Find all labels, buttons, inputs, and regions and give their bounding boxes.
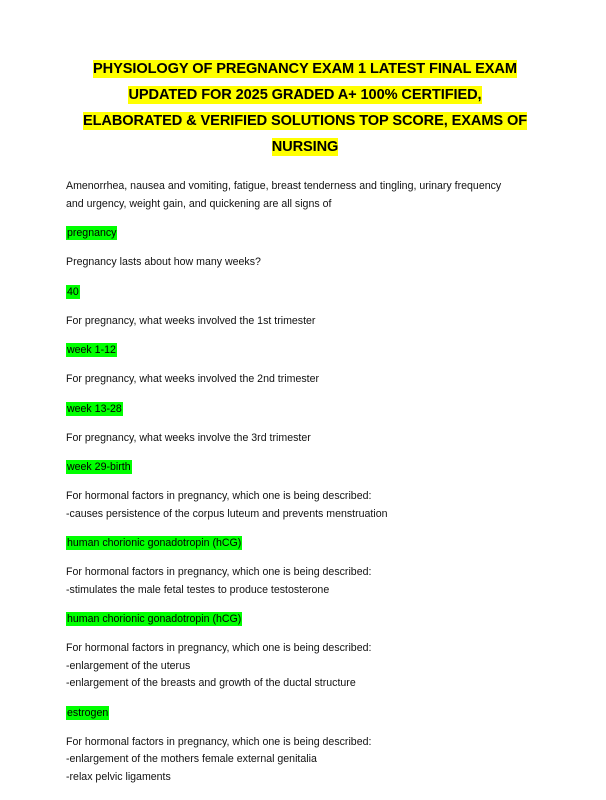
question-line: For hormonal factors in pregnancy, which one is being described: — [66, 490, 372, 502]
question-line: -causes persistence of the corpus luteum and prevents menstruation — [66, 507, 388, 520]
page-title-line-2: UPDATED FOR 2025 GRADED A+ 100% CERTIFIED, — [128, 87, 482, 103]
question-line: For hormonal factors in pregnancy, which one is being described: — [66, 735, 372, 748]
question-line: For hormonal factors in pregnancy, which one is being described: — [66, 566, 372, 578]
answer-highlight: week 1-12 — [67, 344, 116, 356]
question-text — [66, 430, 544, 448]
question-line: For hormonal factors in pregnancy, which one is being described: — [66, 642, 372, 654]
answer-highlight: human chorionic gonadotropin (hCG) — [67, 537, 242, 549]
question-line: Amenorrhea, nausea and vomiting, fatigue, breast tenderness and tingling, urinary frequency — [66, 180, 502, 192]
qa-block — [66, 371, 544, 417]
question-line: -enlargement of the breasts and growth of the ductal structure — [66, 677, 356, 689]
qa-block — [66, 488, 544, 551]
answer-text — [66, 459, 544, 475]
page-title — [66, 56, 544, 160]
question-line: For pregnancy, what weeks involve the 3rd trimester — [66, 431, 311, 444]
answer-text — [66, 225, 544, 241]
answer-text — [66, 705, 544, 721]
question-line: -enlargement of the uterus — [66, 659, 191, 672]
qa-block — [66, 640, 544, 721]
question-line: -relax pelvic ligaments — [66, 770, 171, 783]
question-text — [66, 564, 544, 599]
question-text — [66, 254, 544, 272]
answer-text — [66, 611, 544, 627]
qa-block — [66, 254, 544, 300]
question-line: For pregnancy, what weeks involved the 1st trimester — [66, 314, 316, 327]
answer-highlight: estrogen — [67, 706, 109, 719]
qa-block — [66, 178, 544, 241]
question-text — [66, 734, 544, 787]
question-line: -enlargement of the mothers female external genitalia — [66, 753, 317, 765]
answer-text — [66, 342, 544, 358]
question-line: and urgency, weight gain, and quickening are all signs of — [66, 197, 332, 210]
question-text — [66, 488, 544, 523]
question-text — [66, 313, 544, 331]
qa-block — [66, 430, 544, 476]
answer-text — [66, 535, 544, 551]
page-title-line-4: NURSING — [271, 139, 339, 155]
answer-highlight: week 29-birth — [67, 461, 131, 473]
question-text — [66, 371, 544, 389]
qa-block — [66, 313, 544, 359]
page-title-line-3: ELABORATED & VERIFIED SOLUTIONS TOP SCORE, EXAMS OF — [82, 113, 528, 129]
question-line: For pregnancy, what weeks involved the 2nd trimester — [66, 373, 319, 385]
page-title-line-1: PHYSIOLOGY OF PREGNANCY EXAM 1 LATEST FINAL EXAM — [93, 61, 517, 77]
question-line: Pregnancy lasts about how many weeks? — [66, 256, 261, 268]
answer-text — [66, 284, 544, 300]
answer-highlight: week 13-28 — [67, 402, 122, 415]
answer-highlight: human chorionic gonadotropin (hCG) — [67, 613, 242, 625]
question-line: -stimulates the male fetal testes to produce testosterone — [66, 583, 330, 596]
qa-block — [66, 734, 544, 787]
answer-highlight: pregnancy — [67, 227, 117, 239]
qa-block — [66, 564, 544, 627]
question-text — [66, 178, 544, 213]
question-text — [66, 640, 544, 693]
answer-highlight: 40 — [67, 285, 79, 298]
answer-text — [66, 401, 544, 417]
